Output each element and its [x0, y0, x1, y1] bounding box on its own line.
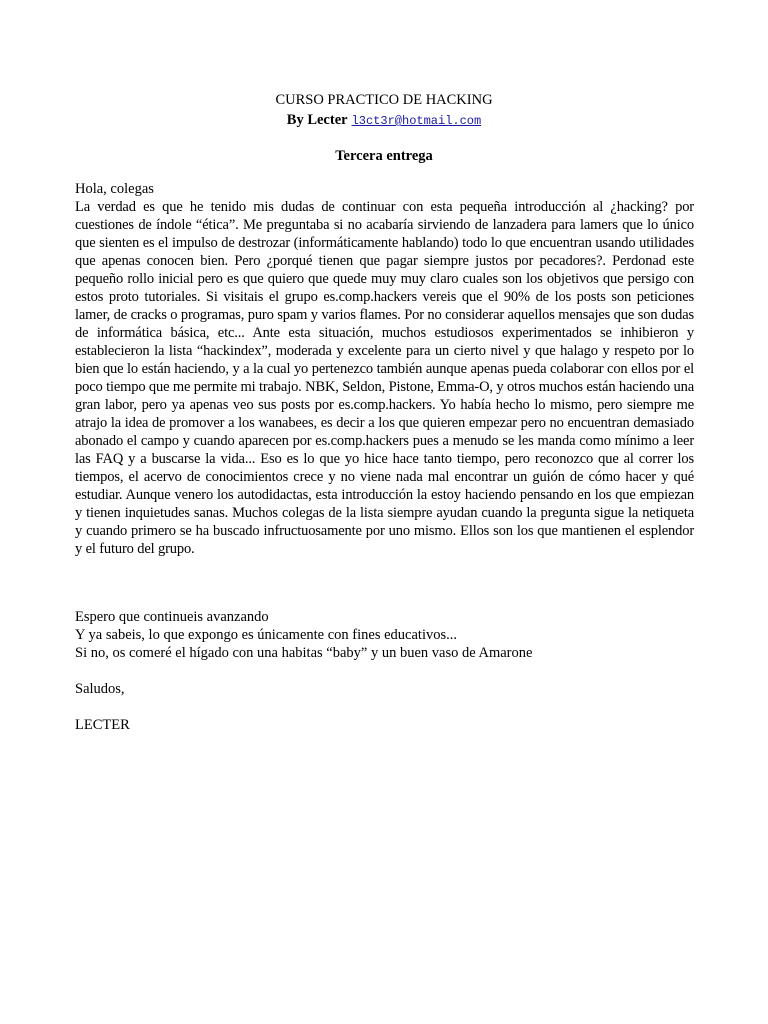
closing-line-1: Espero que continueis avanzando [75, 609, 269, 625]
greeting-line: Hola, colegas [75, 181, 154, 197]
document-title: CURSO PRACTICO DE HACKING [275, 92, 493, 108]
salutation: Saludos, [75, 681, 125, 697]
author-email-link[interactable]: l3ct3r@hotmail.com [351, 114, 482, 128]
author-name: By Lecter [286, 112, 348, 128]
signature: LECTER [75, 717, 130, 733]
closing-line-3: Si no, os comeré el hígado con una habitas “baby” y un buen vaso de Amarone [75, 645, 533, 661]
document-subtitle: Tercera entrega [335, 148, 433, 164]
closing-line-2: Y ya sabeis, lo que expongo es únicamente con fines educativos... [75, 627, 457, 643]
author-byline [0, 110, 768, 131]
main-paragraph: La verdad es que he tenido mis dudas de continuar con esta pequeña introducción al ¿hacking? por cuestiones de índole “ética”. Me preguntaba si no acabaría sirviendo de lanzadera para lamers que lo único que sienten es el impulso de destrozar (informáticamente hablando) todo lo que encuentran usando utilidades que apenas conocen bien. Pero ¿porqué tienen que pagar siempre justos por pecadores?. Perdonad este pequeño rollo inicial pero es que quiero que quede muy muy claro cuales son los objetivos que persigo con estos proto tutoriales. Si visitais el grupo es.comp.hackers vereis que el 90% de los posts son peticiones lamer, de cracks o programas, puro spam y varios flames. Por no considerar aquellos mensajes que son dudas de informática básica, etc... Ante esta situación, muchos estudiosos experimentados se inhibieron y establecieron la lista “hackindex”, moderada y excelente para un cierto nivel y que halago y respeto por lo bien que lo están haciendo, y a la cual yo pertenezco también aunque apenas pueda colaborar con ellos por el poco tiempo que me permite mi trabajo. NBK, Seldon, Pistone, Emma-O, y otros muchos están haciendo una gran labor, pero ya apenas veo sus posts por es.comp.hackers. Yo había hecho lo mismo, pero siempre me atrajo la idea de promover a los wanabees, es decir a los que quieren empezar pero no encuentran demasiado abonado el campo y cuando aparecen por es.comp.hackers pues a menudo se les manda como mínimo a leer las FAQ y a buscarse la vida... Eso es lo que yo hice hace tanto tiempo, pero reconozco que al correr los tiempos, el acervo de conocimientos crece y no viene nada mal encontrar un guión de cómo hacer y qué estudiar. Aunque venero los autodidactas, esta introducción la estoy haciendo pensando en los que empiezan y tienen inquietudes sanas. Muchos colegas de la lista siempre ayudan cuando la pregunta sigue la netiqueta y cuando primero se ha buscado infructuosamente por uno mismo. Ellos son los que mantienen el esplendor y el futuro del grupo. [75, 199, 694, 557]
